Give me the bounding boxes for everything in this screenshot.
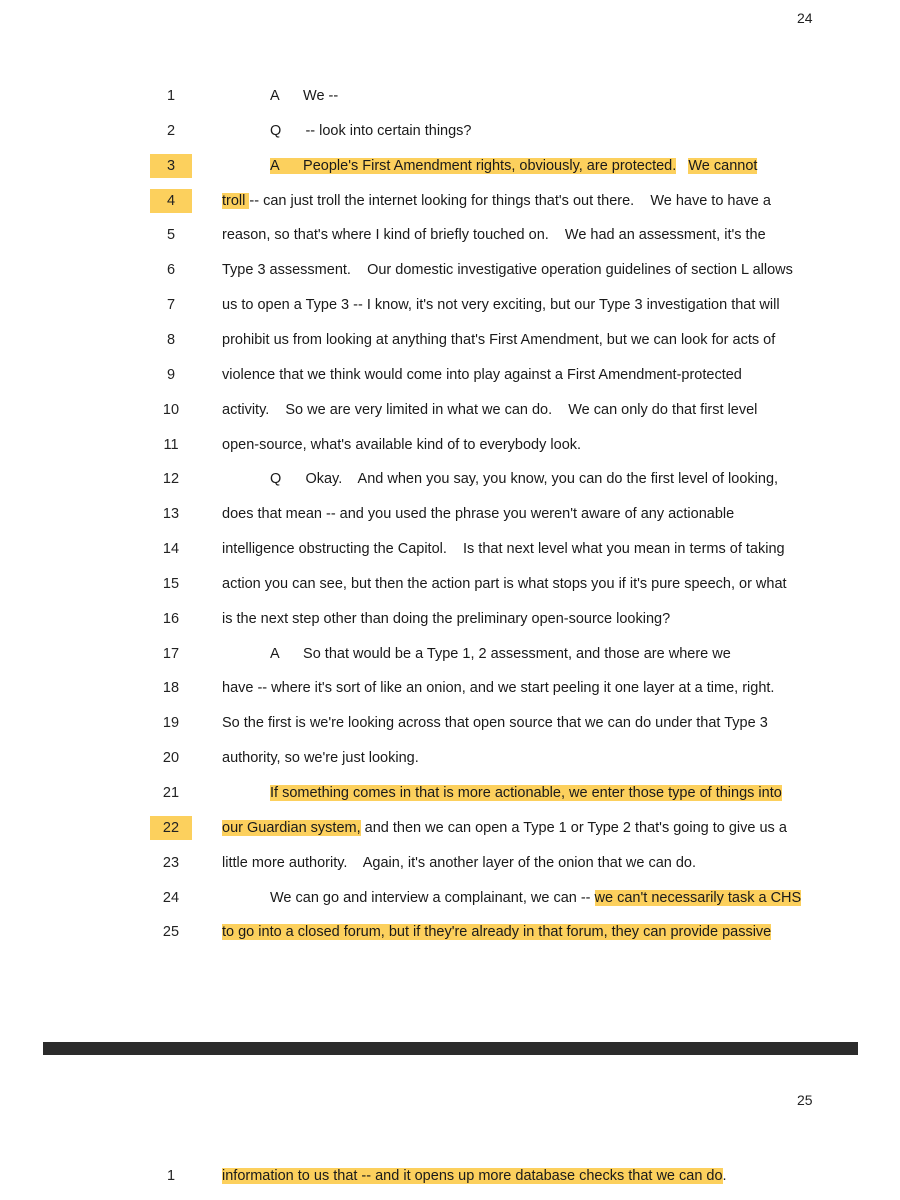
line-number: 16 [162,610,180,627]
transcript-line [0,676,900,700]
highlighted-text: we can't necessarily task a CHS [594,889,802,906]
transcript-line [0,886,900,910]
line-number: 25 [162,924,180,941]
line-number: 21 [162,785,180,801]
line-text [270,154,757,178]
text-segment [676,158,688,174]
line-text [270,84,338,108]
text-segment: does that mean -- and you used the phrase you weren't aware of any actionable [222,506,735,523]
transcript-line [0,398,900,422]
line-text [222,258,793,282]
transcript-line [0,433,900,457]
text-segment: Q -- look into certain things? [270,122,472,139]
text-segment: authority, so we're just looking. [222,750,419,767]
line-text [222,363,742,387]
transcript-line [0,642,900,666]
transcript-line [0,1164,900,1188]
transcript-line [0,746,900,770]
text-segment: prohibit us from looking at anything that's First Amendment, but we can look for acts of [222,331,776,348]
text-segment: Q Okay. And when you say, you know, you can do the first level of looking, [270,471,779,488]
text-segment: have -- where it's sort of like an onion, and we start peeling it one layer at a time, right. [222,680,775,697]
line-number: 8 [166,331,176,348]
text-segment: activity. So we are very limited in what we can do. We can only do that first level [222,401,758,418]
line-text [222,1164,727,1188]
line-number: 5 [166,227,176,244]
transcript-line [0,781,900,805]
line-number: 7 [166,297,176,314]
text-segment: A So that would be a Type 1, 2 assessment, and those are where we [270,645,731,662]
text-segment: A We -- [270,88,339,104]
transcript-line [0,572,900,596]
text-segment: . [722,1168,727,1184]
text-segment: open-source, what's available kind of to everybody look. [222,436,582,453]
line-number: 14 [162,541,180,558]
line-number: 6 [166,262,176,279]
line-number: 19 [162,715,180,732]
transcript-line [0,189,900,213]
line-text [270,886,801,910]
transcript-line [0,119,900,143]
highlighted-text: If something comes in that is more actionable, we enter those type of things into [270,785,782,801]
line-number: 4 [150,189,192,213]
text-segment: little more authority. Again, it's another layer of the onion that we can do. [222,854,697,871]
line-text [270,467,778,491]
line-text [222,920,771,944]
highlighted-text: troll [222,192,250,209]
line-number: 15 [162,575,180,592]
transcript-line [0,328,900,352]
text-segment: -- can just troll the internet looking for things that's out there. We have to have a [249,192,771,209]
text-segment: violence that we think would come into play against a First Amendment-protected [222,366,742,383]
line-number: 10 [162,401,180,418]
line-number: 12 [162,471,180,488]
line-text [222,537,785,561]
line-number: 20 [162,750,180,767]
line-number: 11 [163,436,179,453]
line-number: 22 [150,816,192,840]
line-text [222,433,581,457]
page-separator [43,1042,858,1055]
transcript-line [0,84,900,108]
transcript-line [0,363,900,387]
text-segment: intelligence obstructing the Capitol. Is that next level what you mean in terms of taking [222,541,785,558]
line-number: 24 [162,889,180,906]
line-text [270,781,782,805]
transcript-line [0,258,900,282]
line-text [270,642,731,666]
page-number: 24 [797,10,813,26]
line-text [222,223,766,247]
line-text [222,572,787,596]
line-text [222,746,419,770]
highlighted-text: information to us that -- and it opens up more database checks that we can do [222,1168,723,1184]
text-segment: us to open a Type 3 -- I know, it's not very exciting, but our Type 3 investigation that will [222,297,780,314]
highlighted-text: to go into a closed forum, but if they're already in that forum, they can provide passive [222,924,772,941]
line-text [222,398,757,422]
line-text [222,851,696,875]
line-text [222,711,768,735]
text-segment: So the first is we're looking across that open source that we can do under that Type 3 [222,715,768,732]
text-segment: and then we can open a Type 1 or Type 2 that's going to give us a [360,819,787,836]
line-text [222,607,670,631]
text-segment: Type 3 assessment. Our domestic investigative operation guidelines of section L allows [222,262,793,279]
line-text [222,502,734,526]
line-text [270,119,471,143]
line-text [222,189,771,213]
line-text [222,328,775,352]
highlighted-text: our Guardian system, [222,819,361,836]
transcript-line [0,467,900,491]
transcript-line [0,711,900,735]
line-number: 3 [150,154,192,178]
transcript-line [0,154,900,178]
transcript-line [0,502,900,526]
transcript-line [0,607,900,631]
highlighted-text: We cannot [688,157,758,174]
line-number: 2 [166,122,176,139]
line-text [222,816,787,840]
line-number: 23 [162,854,180,871]
transcript-line [0,223,900,247]
transcript-line [0,293,900,317]
line-number: 9 [166,366,176,383]
line-number: 17 [162,645,180,662]
line-text [222,293,780,317]
line-number: 1 [166,88,176,104]
line-text [222,676,774,700]
text-segment: We can go and interview a complainant, we can -- [270,889,595,906]
text-segment: is the next step other than doing the preliminary open-source looking? [222,610,671,627]
line-number: 1 [166,1168,176,1184]
highlighted-text: A People's First Amendment rights, obviously, are protected. [270,157,677,174]
text-segment: reason, so that's where I kind of briefly touched on. We had an assessment, it's the [222,227,766,244]
transcript-line [0,851,900,875]
transcript-line [0,920,900,944]
transcript-line [0,816,900,840]
line-number: 18 [162,680,180,697]
page-number: 25 [797,1092,813,1108]
transcript-line [0,537,900,561]
text-segment: action you can see, but then the action part is what stops you if it's pure speech, or what [222,575,787,592]
line-number: 13 [162,506,180,523]
